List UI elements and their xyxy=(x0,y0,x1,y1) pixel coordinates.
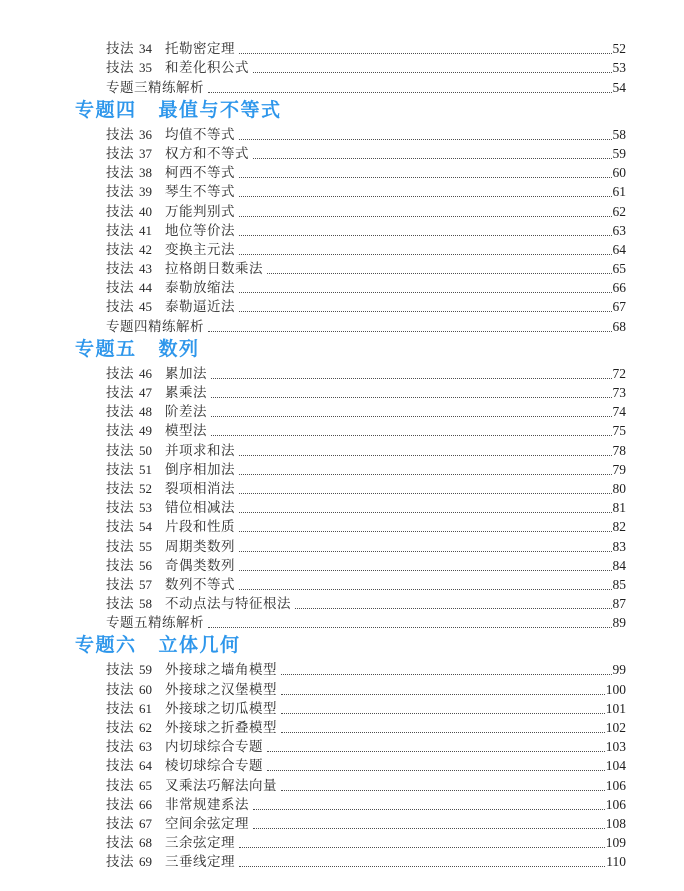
toc-entry-number-value: 65 xyxy=(139,777,152,793)
toc-entry-number-value: 47 xyxy=(139,385,152,400)
toc-entry-number xyxy=(106,183,165,200)
toc-entry-page-number: 66 xyxy=(612,280,626,296)
toc-entry-number-label: 技法 xyxy=(106,519,134,535)
toc-entry-number-label: 技法 xyxy=(106,126,134,142)
toc-entry xyxy=(0,717,684,736)
toc-entry xyxy=(0,420,684,439)
toc-entry xyxy=(0,535,684,554)
toc-entry-number-label: 技法 xyxy=(106,700,134,716)
toc-entry-page-number: 67 xyxy=(612,299,626,315)
toc-entry-number xyxy=(106,279,165,296)
toc-entry-number xyxy=(106,241,165,258)
toc-entry-number xyxy=(106,222,165,239)
toc-entry xyxy=(0,124,684,143)
toc-entry-number-value: 37 xyxy=(139,145,152,161)
toc-entry-number xyxy=(106,365,165,382)
toc-entry-number-value: 55 xyxy=(139,538,152,554)
toc-entry-title: 错位相减法 xyxy=(165,500,235,516)
toc-entry-title: 专题四精练解析 xyxy=(106,318,204,334)
dotted-leader xyxy=(211,397,612,398)
toc-entry-number-label: 技法 xyxy=(106,184,134,200)
dotted-leader xyxy=(239,570,612,571)
toc-entry-page-number: 99 xyxy=(612,662,626,678)
toc-entry-page-number: 101 xyxy=(605,700,626,716)
toc-entry-title: 周期类数列 xyxy=(165,538,235,554)
toc-entry-number-value: 39 xyxy=(139,184,152,200)
toc-entry xyxy=(0,162,684,181)
toc-entry-number xyxy=(106,298,165,315)
toc-entry-number-value: 69 xyxy=(139,854,152,870)
toc-entry-number-value: 52 xyxy=(139,480,152,496)
toc-entry-page-number: 73 xyxy=(612,385,626,400)
toc-entry-number-value: 41 xyxy=(139,222,152,238)
toc-entry-title: 专题五精练解析 xyxy=(106,615,204,631)
toc-entry-title: 倒序相加法 xyxy=(165,461,235,477)
toc-entry-number xyxy=(106,59,165,76)
toc-entry-number-label: 技法 xyxy=(106,596,134,612)
dotted-leader xyxy=(281,674,612,675)
toc-entry-number xyxy=(106,538,165,555)
toc-entry-page-number: 59 xyxy=(612,145,626,161)
toc-entry-title: 琴生不等式 xyxy=(165,184,235,200)
toc-entry-number-value: 67 xyxy=(139,815,152,831)
toc-entry xyxy=(0,736,684,755)
toc-entry-title: 并项求和法 xyxy=(165,442,235,458)
toc-entry-number-value: 59 xyxy=(139,662,152,678)
toc-entry xyxy=(0,593,684,612)
toc-entry xyxy=(0,612,684,631)
toc-entry-page-number: 85 xyxy=(612,576,626,592)
toc-entry-number-label: 技法 xyxy=(106,423,134,439)
toc-entry-title: 泰勒逼近法 xyxy=(165,299,235,315)
toc-entry-number xyxy=(106,499,165,516)
toc-entry-number-label: 技法 xyxy=(106,41,134,57)
dotted-leader xyxy=(239,493,612,494)
dotted-leader xyxy=(239,847,605,848)
dotted-leader xyxy=(239,531,612,532)
toc-entry xyxy=(0,459,684,478)
toc-entry-number-value: 42 xyxy=(139,241,152,257)
toc-entry-number-label: 技法 xyxy=(106,815,134,831)
toc-entry-page-number: 63 xyxy=(612,222,626,238)
toc-entry xyxy=(0,181,684,200)
toc-entry-page-number: 83 xyxy=(612,538,626,554)
toc-entry xyxy=(0,574,684,593)
toc-entry-title: 变换主元法 xyxy=(165,241,235,257)
section-heading xyxy=(0,340,684,360)
toc-entry xyxy=(0,478,684,497)
dotted-leader xyxy=(239,216,612,217)
toc-entry-number-value: 44 xyxy=(139,280,152,296)
dotted-leader xyxy=(267,751,605,752)
dotted-leader xyxy=(239,455,612,456)
toc-entry-page-number: 104 xyxy=(605,758,626,774)
toc-entry-number-label: 技法 xyxy=(106,720,134,735)
toc-entry-number-label: 技法 xyxy=(106,442,134,458)
toc-entry-title: 叉乘法巧解法向量 xyxy=(165,777,277,793)
toc-entry xyxy=(0,296,684,315)
toc-entry-number xyxy=(106,442,165,459)
toc-entry xyxy=(0,497,684,516)
toc-entry xyxy=(0,258,684,277)
toc-entry xyxy=(0,363,684,382)
toc-entry-number-label: 技法 xyxy=(106,60,134,76)
toc-entry-number-value: 49 xyxy=(139,423,152,439)
toc-entry-number xyxy=(106,661,165,678)
toc-entry-title: 内切球综合专题 xyxy=(165,739,263,755)
toc-entry-number xyxy=(106,422,165,439)
toc-entry-page-number: 64 xyxy=(612,241,626,257)
toc-entry-page-number: 80 xyxy=(612,480,626,496)
toc-entry xyxy=(0,439,684,458)
dotted-leader xyxy=(208,331,612,332)
toc-entry-number-value: 64 xyxy=(139,758,152,774)
toc-entry-number-value: 56 xyxy=(139,557,152,573)
toc-entry-number-label: 技法 xyxy=(106,280,134,296)
toc-entry-number-value: 34 xyxy=(139,41,152,57)
toc-entry-title: 均值不等式 xyxy=(165,126,235,142)
toc-entry-title: 专题三精练解析 xyxy=(106,79,204,95)
toc-entry-number-label: 技法 xyxy=(106,681,134,697)
dotted-leader xyxy=(211,435,612,436)
toc-entry-page-number: 103 xyxy=(605,739,626,755)
dotted-leader xyxy=(239,512,612,513)
toc-entry-page-number: 72 xyxy=(612,365,626,381)
dotted-leader xyxy=(239,311,612,312)
toc-entry-title: 地位等价法 xyxy=(165,222,235,238)
toc-entry-number-label: 技法 xyxy=(106,538,134,554)
toc-entry-number-value: 36 xyxy=(139,126,152,142)
toc-entry-page-number: 87 xyxy=(612,596,626,612)
toc-entry-number-label: 技法 xyxy=(106,557,134,573)
toc-entry-number-value: 40 xyxy=(139,203,152,219)
toc-entry-number-label: 技法 xyxy=(106,662,134,678)
toc-entry-page-number: 106 xyxy=(605,777,626,793)
section-heading-title: 立体几何 xyxy=(158,635,241,657)
dotted-leader xyxy=(239,292,612,293)
toc-entry-title: 累乘法 xyxy=(165,385,207,400)
toc-entry-number-value: 46 xyxy=(139,365,152,381)
toc-entry-page-number: 108 xyxy=(605,815,626,831)
toc-entry-number-label: 技法 xyxy=(106,404,134,420)
dotted-leader xyxy=(267,770,605,771)
toc-entry-page-number: 78 xyxy=(612,442,626,458)
toc-entry-title: 不动点法与特征根法 xyxy=(165,596,291,612)
toc-entry-number xyxy=(106,40,165,57)
toc-entry-page-number: 52 xyxy=(612,41,626,57)
toc-entry-title: 拉格朗日数乘法 xyxy=(165,261,263,277)
dotted-leader xyxy=(253,828,605,829)
toc-entry-page-number: 110 xyxy=(606,854,626,870)
dotted-leader xyxy=(281,790,605,791)
dotted-leader xyxy=(239,551,612,552)
toc-entry-page-number: 84 xyxy=(612,557,626,573)
toc-entry-number xyxy=(106,203,165,220)
toc-entry xyxy=(0,678,684,697)
dotted-leader xyxy=(253,809,605,810)
toc-entry-title: 非常规建系法 xyxy=(165,796,249,812)
toc-entry-title: 模型法 xyxy=(165,423,207,439)
toc-entry xyxy=(0,516,684,535)
section-heading-number: 专题五 xyxy=(75,338,137,360)
section-heading xyxy=(0,101,684,121)
toc-entry-number-value: 51 xyxy=(139,461,152,477)
dotted-leader xyxy=(253,158,612,159)
toc-entry-number-label: 技法 xyxy=(106,203,134,219)
toc-entry-title: 外接球之墙角模型 xyxy=(165,662,277,678)
dotted-leader xyxy=(239,589,612,590)
toc-entry-title: 三余弦定理 xyxy=(165,835,235,851)
dotted-leader xyxy=(211,416,612,417)
toc-entry-page-number: 75 xyxy=(612,423,626,439)
toc-entry xyxy=(0,659,684,678)
toc-entry-title: 棱切球综合专题 xyxy=(165,758,263,774)
toc-entry xyxy=(0,774,684,793)
toc-entry-number-value: 61 xyxy=(139,700,152,716)
toc-entry-number xyxy=(106,853,165,870)
toc-entry-title: 累加法 xyxy=(165,365,207,381)
toc-entry-number xyxy=(106,834,165,851)
dotted-leader xyxy=(239,196,612,197)
toc-entry-page-number: 79 xyxy=(612,461,626,477)
toc-entry-title: 外接球之切瓜模型 xyxy=(165,700,277,716)
toc-entry-number xyxy=(106,480,165,497)
toc-entry-number-label: 技法 xyxy=(106,261,134,277)
toc-entry xyxy=(0,832,684,851)
toc-entry-number-label: 技法 xyxy=(106,385,134,400)
toc-entry-number xyxy=(106,738,165,755)
dotted-leader xyxy=(239,53,612,54)
toc-entry-title: 数列不等式 xyxy=(165,576,235,592)
dotted-leader xyxy=(253,72,612,73)
toc-entry-title: 空间余弦定理 xyxy=(165,815,249,831)
toc-entry-title: 外接球之折叠模型 xyxy=(165,720,277,735)
toc-entry-title: 权方和不等式 xyxy=(165,145,249,161)
dotted-leader xyxy=(281,713,605,714)
section-heading xyxy=(0,636,684,656)
dotted-leader xyxy=(208,627,612,628)
toc-entry-number-value: 38 xyxy=(139,165,152,181)
toc-entry-number-value: 66 xyxy=(139,796,152,812)
toc-entry-number xyxy=(106,557,165,574)
toc-entry-number-value: 62 xyxy=(139,720,152,735)
toc-entry-page-number: 62 xyxy=(612,203,626,219)
toc-entry-number xyxy=(106,719,165,736)
toc-entry-title: 外接球之汉堡模型 xyxy=(165,681,277,697)
toc-entry-number-value: 43 xyxy=(139,261,152,277)
dotted-leader xyxy=(239,177,612,178)
toc-entry-number-label: 技法 xyxy=(106,739,134,755)
toc-entry-number-value: 54 xyxy=(139,519,152,535)
toc-entry-number-label: 技法 xyxy=(106,576,134,592)
toc-entry-page-number: 100 xyxy=(605,681,626,697)
toc-entry-page-number: 60 xyxy=(612,165,626,181)
toc-entry-number-label: 技法 xyxy=(106,777,134,793)
toc-entry xyxy=(0,755,684,774)
dotted-leader xyxy=(281,732,605,733)
toc-entry-number xyxy=(106,815,165,832)
toc-entry-page-number: 65 xyxy=(612,261,626,277)
dotted-leader xyxy=(208,92,612,93)
section-heading-number: 专题六 xyxy=(75,635,137,657)
toc-entry-page-number: 74 xyxy=(612,404,626,420)
toc-entry-number-value: 48 xyxy=(139,404,152,420)
toc-entry-number-value: 53 xyxy=(139,500,152,516)
dotted-leader xyxy=(239,474,612,475)
toc-entry-number-label: 技法 xyxy=(106,461,134,477)
toc-entry-number-label: 技法 xyxy=(106,299,134,315)
toc-entry xyxy=(0,200,684,219)
toc-entry-page-number: 102 xyxy=(605,720,626,735)
toc-entry-number xyxy=(106,518,165,535)
toc-entry-page-number: 54 xyxy=(612,79,626,95)
toc-entry-number-label: 技法 xyxy=(106,145,134,161)
toc-entry-number xyxy=(106,145,165,162)
toc-entry-title: 片段和性质 xyxy=(165,519,235,535)
toc-entry-number xyxy=(106,700,165,717)
dotted-leader xyxy=(239,235,612,236)
toc-entry-number xyxy=(106,164,165,181)
toc-entry-title: 泰勒放缩法 xyxy=(165,280,235,296)
toc-entry-number-label: 技法 xyxy=(106,835,134,851)
table-of-contents xyxy=(0,38,684,870)
toc-entry-number-label: 技法 xyxy=(106,500,134,516)
toc-entry-page-number: 61 xyxy=(612,184,626,200)
toc-entry-number xyxy=(106,260,165,277)
toc-entry-number-label: 技法 xyxy=(106,365,134,381)
toc-entry-number-value: 60 xyxy=(139,681,152,697)
toc-entry-page-number: 81 xyxy=(612,500,626,516)
toc-entry-number xyxy=(106,796,165,813)
toc-entry-page-number: 106 xyxy=(605,796,626,812)
toc-entry xyxy=(0,143,684,162)
toc-entry xyxy=(0,794,684,813)
toc-entry-number-label: 技法 xyxy=(106,854,134,870)
toc-entry xyxy=(0,851,684,870)
toc-entry xyxy=(0,698,684,717)
toc-entry-number-label: 技法 xyxy=(106,241,134,257)
toc-entry-number-label: 技法 xyxy=(106,165,134,181)
toc-entry-number xyxy=(106,403,165,420)
toc-entry-number-label: 技法 xyxy=(106,480,134,496)
toc-entry-number-label: 技法 xyxy=(106,796,134,812)
toc-entry xyxy=(0,382,684,401)
dotted-leader xyxy=(239,866,605,867)
toc-entry xyxy=(0,315,684,334)
toc-entry xyxy=(0,401,684,420)
toc-entry xyxy=(0,555,684,574)
toc-entry-page-number: 109 xyxy=(605,835,626,851)
toc-entry xyxy=(0,76,684,95)
dotted-leader xyxy=(239,254,612,255)
toc-entry-number xyxy=(106,595,165,612)
toc-entry-number-value: 35 xyxy=(139,60,152,76)
toc-entry-number xyxy=(106,681,165,698)
toc-entry xyxy=(0,277,684,296)
toc-entry-number-value: 63 xyxy=(139,739,152,755)
toc-entry-number-value: 57 xyxy=(139,576,152,592)
section-heading-number: 专题四 xyxy=(75,99,137,121)
toc-entry-number-value: 45 xyxy=(139,299,152,315)
toc-entry-number-value: 68 xyxy=(139,835,152,851)
toc-entry-title: 裂项相消法 xyxy=(165,480,235,496)
toc-entry-number xyxy=(106,757,165,774)
toc-entry xyxy=(0,239,684,258)
toc-entry-page-number: 53 xyxy=(612,60,626,76)
dotted-leader xyxy=(295,608,612,609)
toc-entry-title: 托勒密定理 xyxy=(165,41,235,57)
toc-entry-title: 和差化积公式 xyxy=(165,60,249,76)
toc-entry xyxy=(0,38,684,57)
toc-entry-title: 阶差法 xyxy=(165,404,207,420)
toc-entry-number-label: 技法 xyxy=(106,222,134,238)
dotted-leader xyxy=(239,139,612,140)
toc-entry-number xyxy=(106,777,165,794)
toc-entry-title: 柯西不等式 xyxy=(165,165,235,181)
section-heading-title: 数列 xyxy=(158,338,200,360)
toc-entry-title: 奇偶类数列 xyxy=(165,557,235,573)
toc-entry-number xyxy=(106,384,165,401)
dotted-leader xyxy=(211,378,612,379)
toc-entry-number-label: 技法 xyxy=(106,758,134,774)
toc-entry-page-number: 68 xyxy=(612,318,626,334)
toc-entry-title: 万能判别式 xyxy=(165,203,235,219)
toc-entry-number xyxy=(106,461,165,478)
toc-entry-page-number: 82 xyxy=(612,519,626,535)
toc-entry-page-number: 58 xyxy=(612,126,626,142)
toc-entry xyxy=(0,813,684,832)
dotted-leader xyxy=(267,273,612,274)
toc-entry-number-value: 50 xyxy=(139,442,152,458)
toc-entry-page-number: 89 xyxy=(612,615,626,631)
section-heading-title: 最值与不等式 xyxy=(158,99,282,121)
dotted-leader xyxy=(281,694,605,695)
toc-entry xyxy=(0,57,684,76)
toc-entry-number-value: 58 xyxy=(139,596,152,612)
toc-entry-number xyxy=(106,576,165,593)
toc-entry-number xyxy=(106,126,165,143)
toc-entry xyxy=(0,220,684,239)
toc-entry-title: 三垂线定理 xyxy=(165,854,235,870)
